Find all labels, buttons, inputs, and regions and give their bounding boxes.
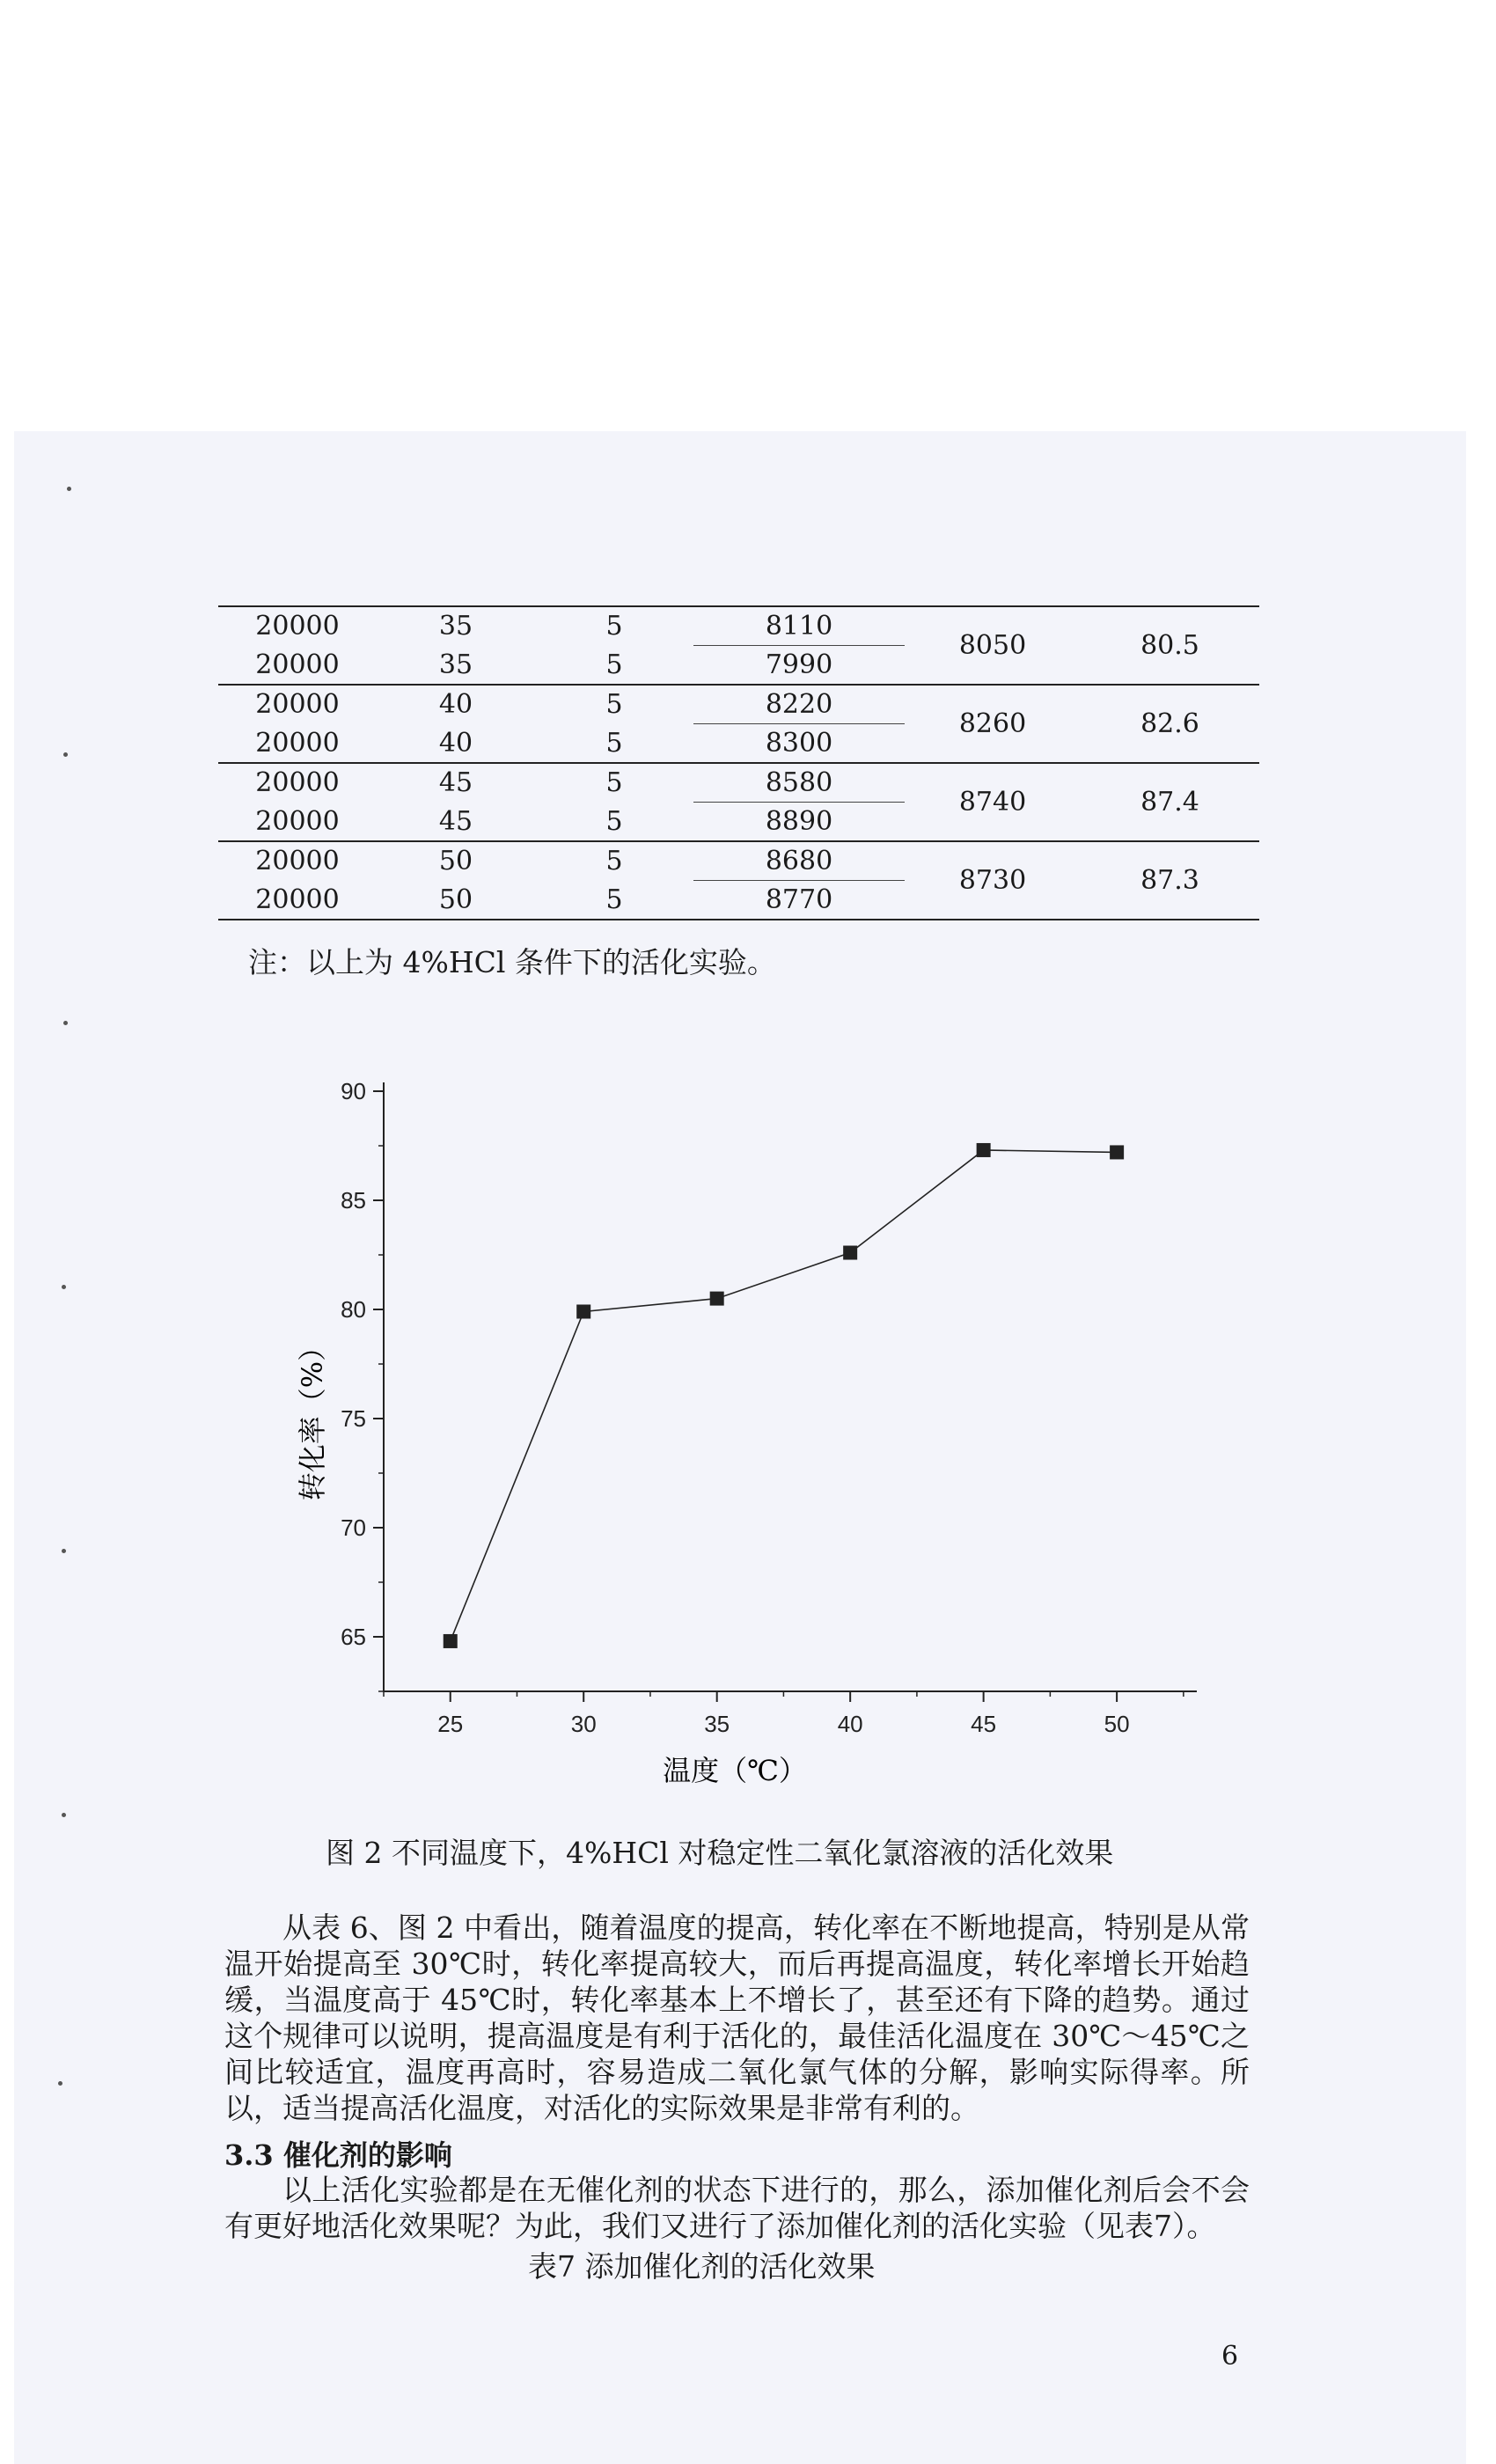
table-cell: 8770 bbox=[693, 881, 905, 920]
table-cell: 20000 bbox=[255, 649, 340, 680]
table-cell: 8680 bbox=[693, 841, 905, 881]
table-cell: 5 bbox=[535, 685, 693, 724]
table-cell: 8300 bbox=[765, 728, 833, 759]
data-point-marker bbox=[1110, 1145, 1124, 1159]
table-cell: 45 bbox=[377, 763, 535, 803]
x-tick-label: 30 bbox=[570, 1711, 597, 1737]
scan-speck bbox=[62, 1549, 66, 1553]
x-tick-label: 45 bbox=[971, 1711, 997, 1737]
scan-speck bbox=[63, 1021, 68, 1025]
table-cell: 20000 bbox=[218, 606, 377, 646]
table-cell-average: 8050 bbox=[905, 606, 1081, 685]
line-chart bbox=[264, 1047, 1267, 1795]
table-cell: 5 bbox=[605, 649, 623, 680]
table-row bbox=[218, 606, 1259, 646]
table-cell-rate: 87.3 bbox=[1081, 841, 1259, 920]
table-cell-rate: 82.6 bbox=[1081, 685, 1259, 763]
data-point-marker bbox=[444, 1634, 458, 1648]
y-axis-label: 转化率（%） bbox=[296, 1332, 329, 1501]
y-tick-label: 65 bbox=[341, 1624, 366, 1650]
table-row bbox=[218, 763, 1259, 803]
scan-speck bbox=[62, 1813, 66, 1817]
table-cell: 8890 bbox=[765, 806, 833, 837]
table-row bbox=[218, 685, 1259, 724]
table-cell: 50 bbox=[377, 881, 535, 920]
data-point-marker bbox=[710, 1292, 724, 1306]
table-cell: 20000 bbox=[218, 841, 377, 881]
table-cell-rate: 80.5 bbox=[1081, 606, 1259, 685]
table-cell: 40 bbox=[377, 685, 535, 724]
x-tick-label: 40 bbox=[837, 1711, 863, 1737]
table-cell: 35 bbox=[377, 606, 535, 646]
table-cell-average: 8730 bbox=[905, 841, 1081, 920]
table-cell: 45 bbox=[438, 805, 473, 837]
table-cell-average: 8260 bbox=[905, 685, 1081, 763]
table-note: 注：以上为 4%HCl 条件下的活化实验。 bbox=[248, 945, 776, 979]
page-number: 6 bbox=[1221, 2341, 1239, 2372]
figure-caption: 图 2 不同温度下，4%HCl 对稳定性二氧化氯溶液的活化效果 bbox=[326, 1836, 1114, 1870]
table-cell: 35 bbox=[438, 649, 473, 680]
table-cell: 8220 bbox=[693, 685, 905, 724]
table-cell: 20000 bbox=[218, 685, 377, 724]
table-cell: 8580 bbox=[693, 763, 905, 803]
table-title: 表7 添加催化剂的活化效果 bbox=[528, 2249, 876, 2284]
table-cell: 20000 bbox=[255, 727, 340, 759]
paragraph: 以上活化实验都是在无催化剂的状态下进行的，那么，添加催化剂后会不会有更好地活化效果呢？为此，我们又进行了添加催化剂的活化实验（见表7）。 bbox=[224, 2173, 1250, 2243]
data-table bbox=[218, 605, 1259, 920]
chart-series bbox=[444, 1143, 1124, 1648]
data-point-marker bbox=[977, 1143, 991, 1157]
scan-speck bbox=[62, 1285, 66, 1289]
table-cell: 7990 bbox=[765, 649, 833, 680]
scan-speck bbox=[58, 2081, 62, 2086]
paragraph: 从表 6、图 2 中看出，随着温度的提高，转化率在不断地提高，特别是从常温开始提高至 30℃时，转化率提高较大，而后再提高温度，转化率增长开始趋缓，当温度高于 45℃时，转化率基本上不增长了，甚至还有下降的趋势。通过这个规律可以说明，提高温度是有利于活化的，最佳活化温度在 30℃～45℃之间比较适宜，温度再高时，容易造成二氧化氯气体的分解，影响实际得率。所以，适当提高活化温度，对活化的实际效果是非常有利的。 bbox=[224, 1910, 1250, 2125]
data-point-marker bbox=[576, 1304, 590, 1318]
y-tick-label: 80 bbox=[341, 1296, 366, 1323]
chart-axes bbox=[341, 1078, 1197, 1737]
table-cell: 20000 bbox=[255, 805, 340, 837]
x-tick-label: 50 bbox=[1104, 1711, 1130, 1737]
table-cell: 20000 bbox=[218, 763, 377, 803]
table-cell: 50 bbox=[377, 841, 535, 881]
x-tick-label: 35 bbox=[704, 1711, 730, 1737]
table-cell: 40 bbox=[438, 727, 473, 759]
table-cell: 5 bbox=[535, 881, 693, 920]
y-tick-label: 70 bbox=[341, 1514, 366, 1541]
scan-speck bbox=[63, 752, 68, 757]
x-axis-label: 温度（℃） bbox=[663, 1754, 807, 1787]
table-cell-rate: 87.4 bbox=[1081, 763, 1259, 841]
table-cell: 20000 bbox=[218, 881, 377, 920]
y-tick-label: 90 bbox=[341, 1078, 366, 1104]
table-cell: 5 bbox=[605, 727, 623, 759]
series-line bbox=[451, 1150, 1117, 1641]
data-point-marker bbox=[843, 1246, 857, 1260]
x-tick-label: 25 bbox=[437, 1711, 464, 1737]
table-cell: 5 bbox=[535, 841, 693, 881]
table-cell: 5 bbox=[535, 763, 693, 803]
scan-speck bbox=[67, 487, 71, 491]
table-cell: 5 bbox=[605, 805, 623, 837]
table-cell-average: 8740 bbox=[905, 763, 1081, 841]
y-tick-label: 75 bbox=[341, 1405, 366, 1432]
table-cell: 5 bbox=[535, 606, 693, 646]
table-row bbox=[218, 841, 1259, 881]
section-heading: 3.3 催化剂的影响 bbox=[224, 2138, 452, 2172]
y-tick-label: 85 bbox=[341, 1187, 366, 1214]
table-cell: 8110 bbox=[693, 606, 905, 646]
